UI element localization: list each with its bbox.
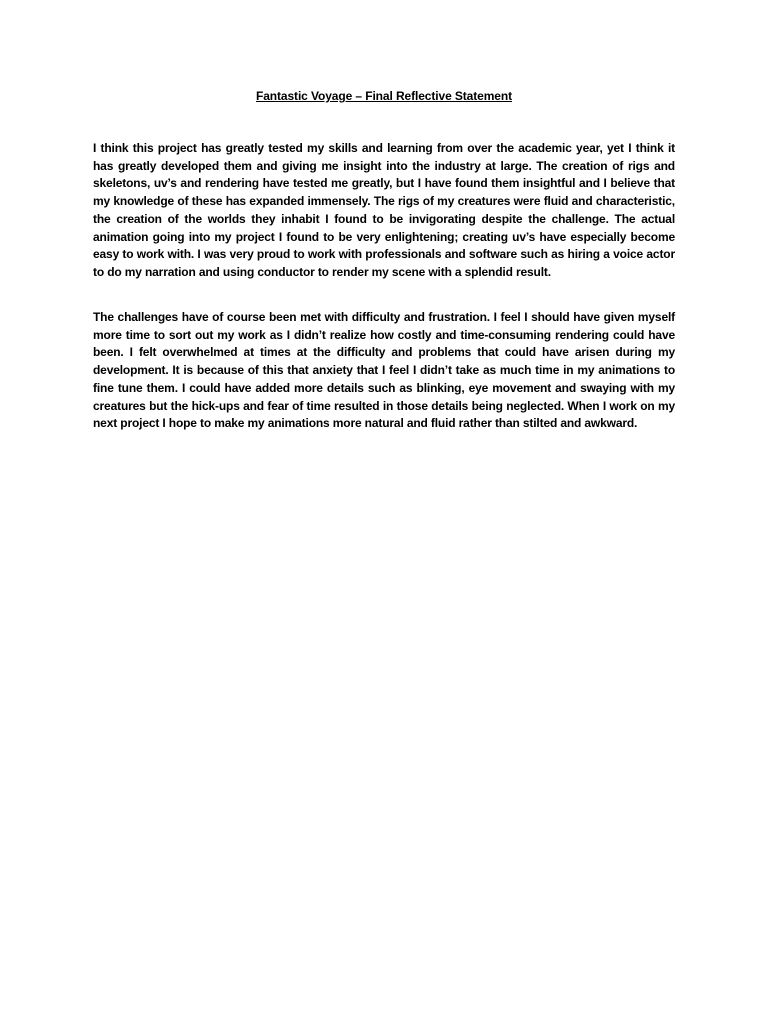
paragraph-challenges: The challenges have of course been met with difficulty and frustration. I feel I should have given myself more time to sort out my work as I didn’t realize how costly and time-consuming rendering could have been. I felt overwhelmed at times at the difficulty and problems that could have arisen during my development. It is because of this that anxiety that I feel I didn’t take as much time in my animations to fine tune them. I could have added more details such as blinking, eye movement and swaying with my creatures but the hick-ups and fear of time resulted in those details being neglected. When I work on my next project I hope to make my animations more natural and fluid rather than stilted and awkward. bbox=[93, 310, 675, 431]
document-title: Fantastic Voyage – Final Reflective Statement bbox=[255, 89, 513, 103]
paragraph-reflection: I think this project has greatly tested my skills and learning from over the academic year, yet I think it has greatly developed them and giving me insight into the industry at large. The creation of rigs and skeletons, uv’s and rendering have tested me greatly, but I have found them insightful and I believe that my knowledge of these has expanded immensely. The rigs of my creatures were fluid and characteristic, the creation of the worlds they inhabit I found to be invigorating despite the challenge. The actual animation going into my project I found to be very enlightening; creating uv’s have especially become easy to work with. I was very proud to work with professionals and software such as hiring a voice actor to do my narration and using conductor to render my scene with a splendid result. bbox=[93, 141, 675, 279]
